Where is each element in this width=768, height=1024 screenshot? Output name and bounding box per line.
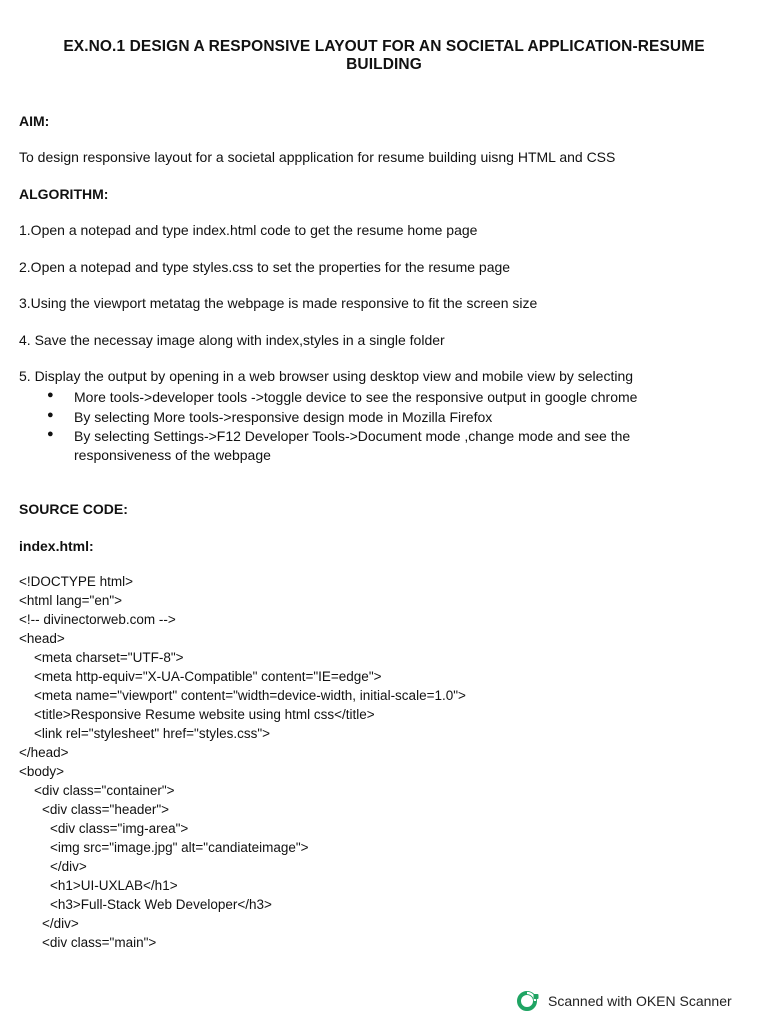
bullet-item-2: By selecting More tools->responsive design mode in Mozilla Firefox [74,409,493,425]
title-line-2: BUILDING [346,56,422,73]
code-line: <meta name="viewport" content="width=device-width, initial-scale=1.0"> [34,688,466,703]
code-line: <!DOCTYPE html> [19,574,134,589]
code-line: <body> [19,764,65,779]
bullet-item-3-continued: responsiveness of the webpage [74,447,271,463]
code-line: <meta charset="UTF-8"> [34,650,184,665]
code-line: <img src="image.jpg" alt="candiateimage"> [50,840,309,855]
code-line: </div> [42,916,79,931]
code-line: <title>Responsive Resume website using html css</title> [34,707,375,722]
algorithm-step-3: 3.Using the viewport metatag the webpage is made responsive to fit the screen size [19,295,538,311]
code-line: <h3>Full-Stack Web Developer</h3> [50,897,272,912]
source-code-heading: SOURCE CODE: [19,501,128,517]
code-line: </head> [19,745,69,760]
source-file-name: index.html: [19,538,94,554]
algorithm-step-4: 4. Save the necessay image along with index,styles in a single folder [19,332,445,348]
bullet-item-3: By selecting Settings->F12 Developer Tools->Document mode ,change mode and see the [74,428,631,444]
aim-text: To design responsive layout for a societal appplication for resume building uisng HTML and CSS [19,149,616,165]
algorithm-step-1: 1.Open a notepad and type index.html code to get the resume home page [19,222,478,238]
code-line: <div class="container"> [34,783,175,798]
algorithm-step-5: 5. Display the output by opening in a web browser using desktop view and mobile view by selecting [19,368,634,384]
code-line: <html lang="en"> [19,593,123,608]
code-line: <meta http-equiv="X-UA-Compatible" content="IE=edge"> [34,669,382,684]
aim-heading: AIM: [19,113,50,129]
code-line: <h1>UI-UXLAB</h1> [50,878,178,893]
document-title [14,38,754,74]
title-line-1: EX.NO.1 DESIGN A RESPONSIVE LAYOUT FOR AN SOCIETAL APPLICATION-RESUME [63,38,705,55]
algorithm-heading: ALGORITHM: [19,186,109,202]
code-line: <!-- divinectorweb.com --> [19,612,176,627]
oken-scanner-logo-icon [516,990,540,1012]
code-line: <div class="header"> [42,802,170,817]
algorithm-step-2: 2.Open a notepad and type styles.css to set the properties for the resume page [19,259,511,275]
bullet-dot: ● [47,389,54,401]
bullet-dot: ● [47,409,54,421]
code-line: </div> [50,859,87,874]
code-line: <head> [19,631,65,646]
scanner-watermark [516,990,732,1012]
bullet-dot: ● [47,428,54,440]
code-line: <div class="img-area"> [50,821,189,836]
bullet-item-1: More tools->developer tools ->toggle device to see the responsive output in google chrome [74,389,638,405]
code-line: <link rel="stylesheet" href="styles.css"> [34,726,271,741]
scanner-watermark-text: Scanned with OKEN Scanner [548,993,732,1009]
code-line: <div class="main"> [42,935,157,950]
